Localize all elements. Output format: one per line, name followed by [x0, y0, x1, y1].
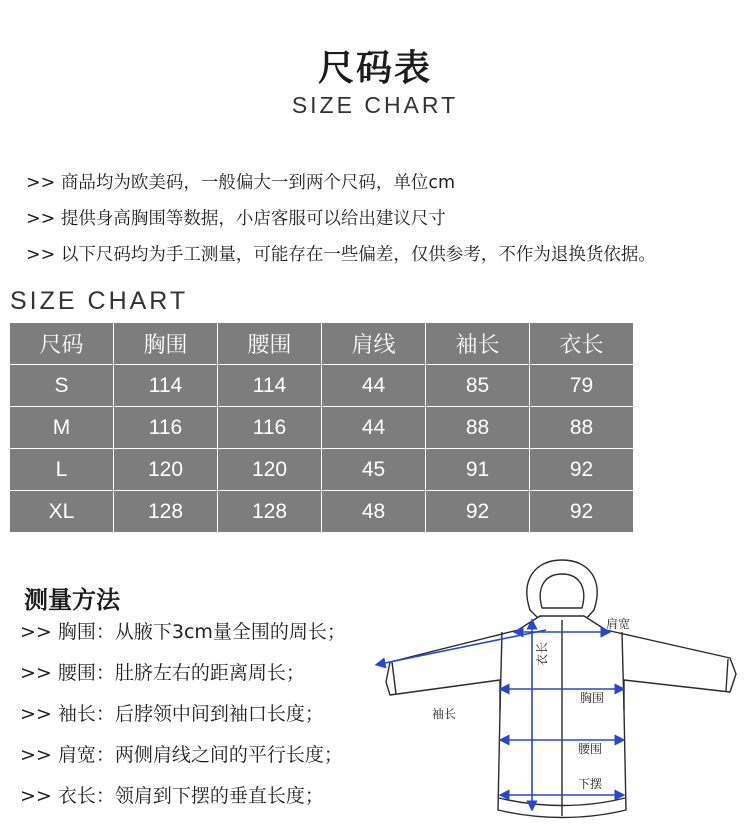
measurement-list: [20, 618, 346, 823]
sleeve-label: 袖长: [432, 707, 457, 721]
table-cell: 92: [530, 491, 634, 533]
table-cell: 114: [218, 365, 322, 407]
table-cell: 92: [530, 449, 634, 491]
table-cell: 88: [530, 407, 634, 449]
waist-label: 腰围: [578, 742, 603, 756]
size-table: [10, 323, 633, 532]
table-cell: M: [10, 407, 114, 449]
table-row: [10, 491, 633, 533]
size-chart-heading: SIZE CHART: [10, 287, 189, 315]
note-item: >> 商品均为欧美码，一般偏大一到两个尺码，单位cm: [26, 173, 456, 193]
table-cell: 44: [322, 365, 426, 407]
table-cell: 128: [218, 491, 322, 533]
column-header: 衣长: [530, 323, 634, 365]
note-item: >> 提供身高胸围等数据，小店客服可以给出建议尺寸: [26, 209, 446, 229]
table-row: [10, 449, 633, 491]
measurement-item: >> 袖长：后脖领中间到袖口长度；: [20, 703, 324, 725]
table-cell: 88: [426, 407, 530, 449]
table-cell: 114: [114, 365, 218, 407]
table-cell: 85: [426, 365, 530, 407]
table-cell: 45: [322, 449, 426, 491]
table-cell: 116: [114, 407, 218, 449]
column-header: 尺码: [10, 323, 114, 365]
table-cell: XL: [10, 491, 114, 533]
table-row: [10, 365, 633, 407]
note-item: >> 以下尺码均为手工测量，可能存在一些偏差，仅供参考，不作为退换货依据。: [26, 245, 656, 265]
table-cell: S: [10, 365, 114, 407]
table-cell: 91: [426, 449, 530, 491]
table-cell: 120: [218, 449, 322, 491]
hem-label: 下摆: [578, 777, 603, 791]
table-cell: 128: [114, 491, 218, 533]
page-subtitle: SIZE CHART: [291, 92, 459, 118]
shoulder-label: 肩宽: [606, 617, 631, 631]
table-cell: 48: [322, 491, 426, 533]
body-length-label: 衣长: [535, 641, 549, 666]
column-header: 肩线: [322, 323, 426, 365]
table-header-row: [10, 323, 633, 365]
measurement-item: >> 腰围：肚脐左右的距离周长；: [20, 662, 305, 684]
table-cell: 120: [114, 449, 218, 491]
measurement-title: 测量方法: [24, 586, 120, 614]
measurement-item: >> 胸围：从腋下3cm量全围的周长；: [20, 621, 346, 643]
measurement-item: >> 肩宽：两侧肩线之间的平行长度；: [20, 744, 343, 766]
measurement-item: >> 衣长：领肩到下摆的垂直长度；: [20, 785, 324, 807]
table-cell: 44: [322, 407, 426, 449]
jacket-diagram: [370, 550, 750, 824]
table-cell: 116: [218, 407, 322, 449]
column-header: 袖长: [426, 323, 530, 365]
notes-list: [26, 170, 656, 278]
table-cell: 92: [426, 491, 530, 533]
table-row: [10, 407, 633, 449]
table-cell: L: [10, 449, 114, 491]
column-header: 胸围: [114, 323, 218, 365]
page-title: 尺码表: [317, 48, 432, 89]
table-cell: 79: [530, 365, 634, 407]
chest-label: 胸围: [580, 691, 605, 705]
column-header: 腰围: [218, 323, 322, 365]
